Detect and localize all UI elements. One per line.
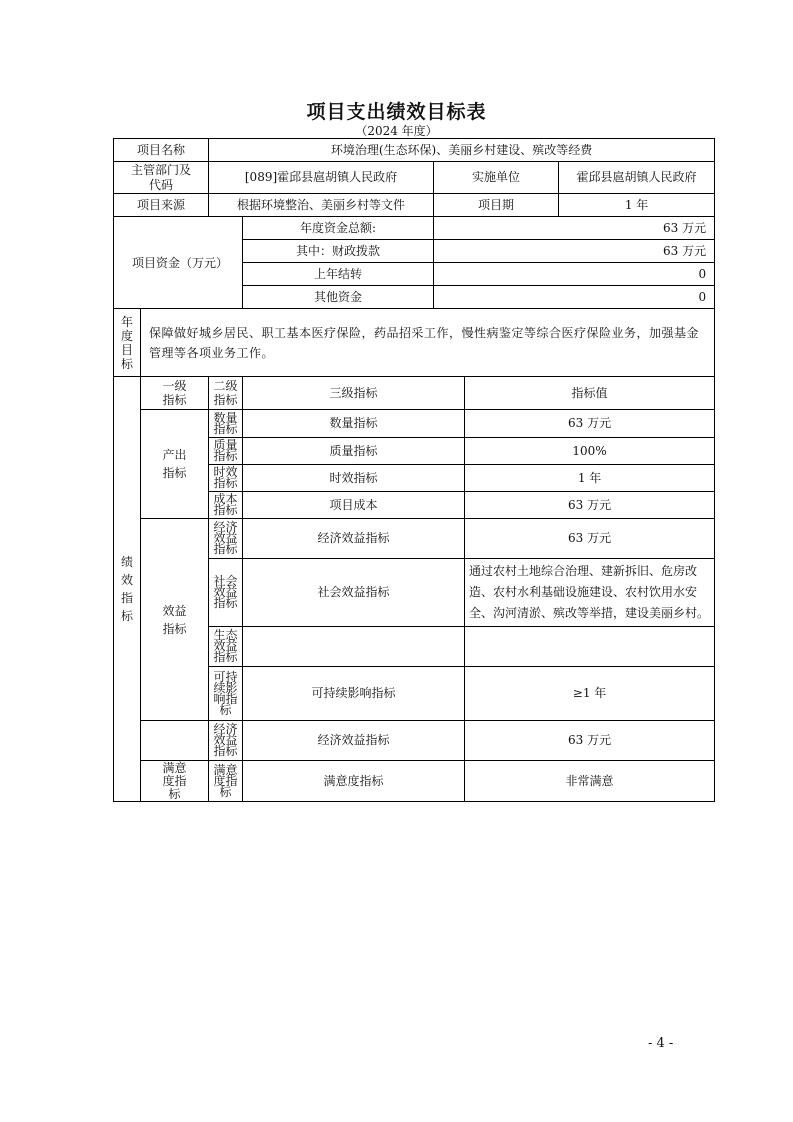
lvl3-cell: 可持续影响指标 bbox=[243, 667, 465, 721]
value-project-name: 环境治理(生态环保)、美丽乡村建设、殡改等经费 bbox=[209, 139, 715, 162]
lvl2-cell: 数量指标 bbox=[209, 410, 243, 438]
value-annual-total: 63 万元 bbox=[434, 217, 715, 240]
label-annual-total: 年度资金总额: bbox=[243, 217, 434, 240]
lvl2-cell: 经济效益指标 bbox=[209, 721, 243, 761]
label-dept bbox=[114, 162, 209, 194]
value-cell bbox=[465, 627, 715, 667]
header-lvl3: 三级指标 bbox=[243, 377, 465, 410]
lvl3-cell: 经济效益指标 bbox=[243, 721, 465, 761]
row-annual-total bbox=[114, 217, 715, 240]
row-source bbox=[114, 194, 715, 217]
label-period: 项目期 bbox=[434, 194, 559, 217]
lvl2-cell: 社会效益指标 bbox=[209, 559, 243, 627]
label-project-name: 项目名称 bbox=[114, 139, 209, 162]
value-cell: 63 万元 bbox=[465, 519, 715, 559]
row-project-name bbox=[114, 139, 715, 162]
value-cell: 63 万元 bbox=[465, 410, 715, 438]
label-indicators-text: 绩效指标 bbox=[120, 555, 133, 623]
value-fiscal: 63 万元 bbox=[434, 240, 715, 263]
page-title: 项目支出绩效目标表 bbox=[306, 101, 487, 123]
table-row bbox=[114, 410, 715, 438]
label-other: 其他资金 bbox=[243, 286, 434, 309]
label-carryover: 上年结转 bbox=[243, 263, 434, 286]
label-funds bbox=[114, 217, 243, 309]
label-fiscal: 其中：财政拨款 bbox=[243, 240, 434, 263]
group-blank bbox=[141, 721, 209, 761]
group-output: 产出指标 bbox=[141, 410, 209, 519]
lvl3-cell: 质量指标 bbox=[243, 438, 465, 465]
lvl3-cell: 社会效益指标 bbox=[243, 559, 465, 627]
page-number: - 4 - bbox=[648, 1036, 674, 1051]
label-impl-unit: 实施单位 bbox=[434, 162, 559, 194]
performance-goal-table bbox=[113, 138, 715, 802]
value-dept-code: [089]霍邱县扈胡镇人民政府 bbox=[209, 162, 434, 194]
label-goal-text: 年度目标 bbox=[120, 314, 133, 371]
page-subtitle: （2024 年度） bbox=[355, 124, 438, 138]
label-dept-text: 主管部门及代码 bbox=[131, 162, 192, 192]
lvl2-cell: 可持续影响指标 bbox=[209, 667, 243, 721]
row-dept bbox=[114, 162, 715, 194]
table-row bbox=[114, 519, 715, 559]
label-indicators bbox=[114, 377, 141, 802]
label-funds-text: 项目资金（万元） bbox=[132, 255, 229, 270]
row-indicator-header bbox=[114, 377, 715, 410]
value-other: 0 bbox=[434, 286, 715, 309]
lvl3-cell: 满意度指标 bbox=[243, 761, 465, 802]
value-cell: ≥1 年 bbox=[465, 667, 715, 721]
header-lvl1: 一级指标 bbox=[141, 377, 209, 410]
lvl2-cell: 成本指标 bbox=[209, 492, 243, 519]
lvl2-cell: 经济效益指标 bbox=[209, 519, 243, 559]
value-cell: 非常满意 bbox=[465, 761, 715, 802]
value-period: 1 年 bbox=[559, 194, 715, 217]
group-benefit: 效益指标 bbox=[141, 519, 209, 721]
value-cell: 63 万元 bbox=[465, 721, 715, 761]
value-carryover: 0 bbox=[434, 263, 715, 286]
table-row bbox=[114, 721, 715, 761]
lvl2-cell: 生态效益指标 bbox=[209, 627, 243, 667]
lvl3-cell bbox=[243, 627, 465, 667]
header-lvl2: 二级指标 bbox=[209, 377, 243, 410]
value-impl-unit: 霍邱县扈胡镇人民政府 bbox=[559, 162, 715, 194]
header-value: 指标值 bbox=[465, 377, 715, 410]
lvl2-cell: 质量指标 bbox=[209, 438, 243, 465]
label-source: 项目来源 bbox=[114, 194, 209, 217]
lvl2-cell: 满意度指标 bbox=[209, 761, 243, 802]
value-goal: 保障做好城乡居民、职工基本医疗保险，药品招采工作，慢性病鉴定等综合医疗保险业务，加强基金管理等各项业务工作。 bbox=[141, 309, 715, 377]
value-cell: 通过农村土地综合治理、建新拆旧、危房改造、农村水利基础设施建设、农村饮用水安全、沟河清淤、殡改等举措，建设美丽乡村。 bbox=[465, 559, 715, 627]
table-row bbox=[114, 761, 715, 802]
value-cell: 63 万元 bbox=[465, 492, 715, 519]
lvl3-cell: 时效指标 bbox=[243, 465, 465, 492]
value-cell: 1 年 bbox=[465, 465, 715, 492]
label-goal bbox=[114, 309, 141, 377]
value-source: 根据环境整治、美丽乡村等文件 bbox=[209, 194, 434, 217]
group-satisfaction: 满意度指标 bbox=[141, 761, 209, 802]
lvl3-cell: 数量指标 bbox=[243, 410, 465, 438]
lvl3-cell: 项目成本 bbox=[243, 492, 465, 519]
lvl2-cell: 时效指标 bbox=[209, 465, 243, 492]
row-goal bbox=[114, 309, 715, 377]
value-cell: 100% bbox=[465, 438, 715, 465]
lvl3-cell: 经济效益指标 bbox=[243, 519, 465, 559]
